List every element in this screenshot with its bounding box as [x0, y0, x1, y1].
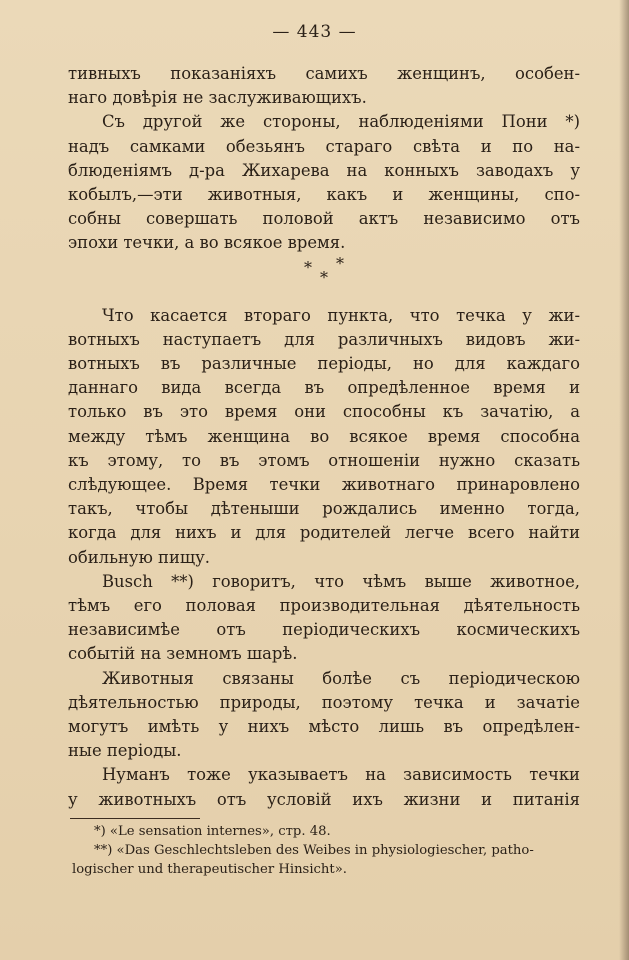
section-asterism — [68, 253, 580, 304]
text-line: къ этому, то въ этомъ отношеніи нужно сказать — [68, 450, 580, 470]
text-line: независимѣе отъ періодическихъ космическихъ — [68, 620, 580, 640]
text-line: кобылъ,—эти животныя, какъ и женщины, спо- — [68, 185, 580, 205]
footnotes — [72, 822, 580, 879]
text-line: такъ, чтобы дѣтеныши рождались именно тогда, — [68, 499, 580, 519]
text-line: Животныя связаны болѣе съ періодическою — [102, 668, 580, 688]
text-line: Busch **) говоритъ, что чѣмъ выше животное, — [102, 571, 580, 591]
text-line: Съ другой же стороны, наблюденіями Пони *) — [102, 112, 580, 132]
text-line: ные періоды. — [68, 741, 182, 761]
text-line: только въ это время они способны къ зачатію, а — [68, 402, 580, 422]
text-line: вотныхъ въ различные періоды, но для каждаго — [68, 354, 580, 374]
text-line: собны совершать половой актъ независимо отъ — [68, 209, 580, 229]
footnote: **) «Das Geschlechtsleben des Weibes in physiologiescher, patho- — [94, 843, 534, 858]
text-line: эпохи течки, а во всякое время. — [68, 233, 346, 253]
text-line: тивныхъ показаніяхъ самихъ женщинъ, особен- — [68, 64, 580, 83]
text-line: дѣятельностью природы, поэтому течка и зачатіе — [68, 692, 580, 712]
page-number: — 443 — — [272, 22, 357, 42]
text-line: обильную пищу. — [68, 547, 210, 567]
text-line: слѣдующее. Время течки животнаго принаровлено — [68, 475, 580, 495]
asterisk: * — [336, 253, 344, 273]
text-line: надъ самками обезьянъ стараго свѣта и по на- — [68, 136, 580, 156]
text-line: могутъ имѣть у нихъ мѣсто лишь въ опредѣлен- — [68, 717, 580, 737]
text-line: событій на земномъ шарѣ. — [68, 644, 298, 664]
text-line: тѣмъ его половая производительная дѣятельность — [68, 596, 580, 616]
text-line: когда для нихъ и для родителей легче всего найти — [68, 523, 580, 543]
page-spine-shadow — [619, 0, 629, 960]
text-line: даннаго вида всегда въ опредѣленное время и — [68, 378, 580, 398]
text-line: Что касается втораго пункта, что течка у жи- — [102, 305, 580, 325]
asterisk: * — [320, 267, 328, 287]
text-line: блюденіямъ д-ра Жихарева на конныхъ заводахъ у — [68, 160, 580, 180]
asterisk: * — [304, 257, 312, 277]
body-text — [68, 62, 580, 812]
text-line: Нуманъ тоже указываетъ на зависимость течки — [102, 765, 580, 785]
text-line: у животныхъ отъ условій ихъ жизни и питанія — [68, 789, 580, 809]
footnote-divider — [70, 818, 200, 819]
text-line: вотныхъ наступаетъ для различныхъ видовъ жи- — [68, 329, 580, 349]
text-line: между тѣмъ женщина во всякое время способна — [68, 426, 580, 446]
footnote-continuation: logischer und therapeutischer Hinsicht». — [72, 862, 347, 877]
text-line: наго довѣрія не заслуживающихъ. — [68, 88, 367, 108]
footnote: *) «Le sensation internes», стр. 48. — [94, 824, 331, 839]
